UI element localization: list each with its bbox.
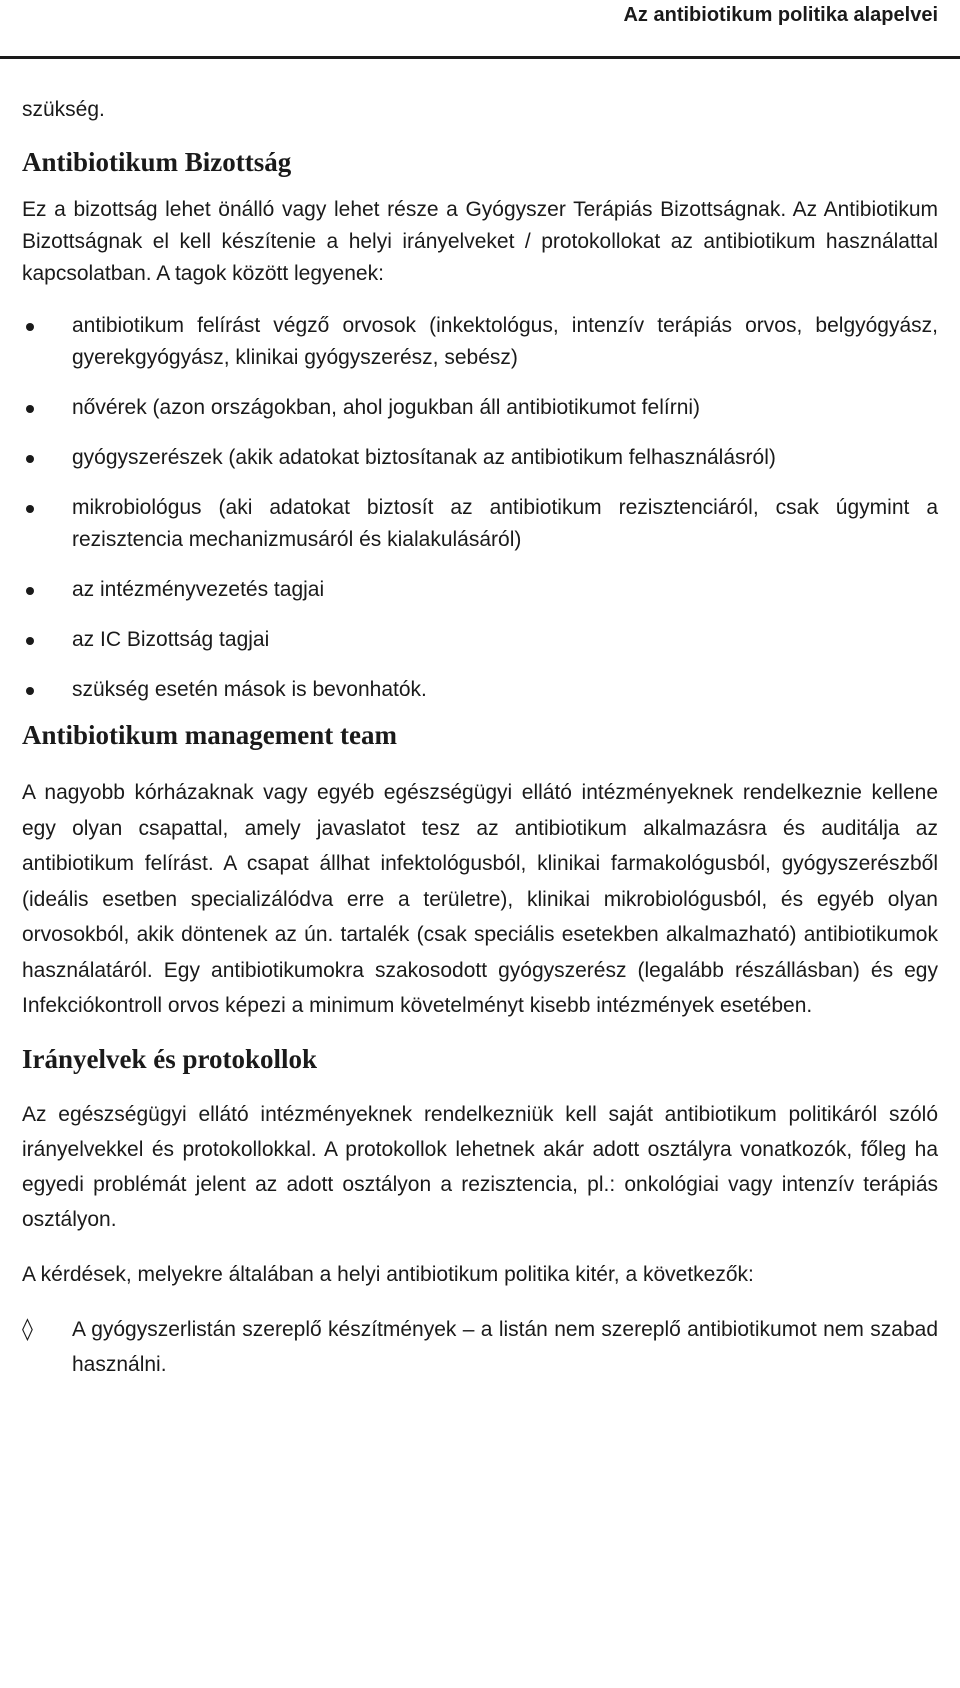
list-item-text: az IC Bizottság tagjai [72, 628, 270, 651]
list-item-text: szükség esetén mások is bevonhatók. [72, 678, 427, 701]
list-item-text: az intézményvezetés tagjai [72, 578, 325, 601]
bullet-icon [26, 587, 34, 595]
list-item-text: mikrobiológus (aki adatokat biztosít az antibiotikum rezisztenciáról, csak úgymint a rezisztencia mechanizmusáról és kialakulásáról) [72, 496, 938, 551]
page-header [0, 0, 960, 66]
list-item [22, 624, 938, 656]
list-item-text: gyógyszerészek (akik adatokat biztosítanak az antibiotikum felhasználásról) [72, 446, 776, 469]
list-item [22, 392, 938, 424]
policy-question-list [22, 1312, 938, 1382]
section-paragraph-questions: A kérdések, melyekre általában a helyi antibiotikum politika kitér, a következők: [22, 1262, 754, 1286]
section-heading-antibiotic-committee: Antibiotikum Bizottság [22, 147, 292, 177]
list-item [22, 574, 938, 606]
bullet-icon [26, 687, 34, 695]
running-header-title: Az antibiotikum politika alapelvei [623, 4, 938, 26]
bullet-icon [26, 637, 34, 645]
section-heading-guidelines: Irányelvek és protokollok [22, 1043, 318, 1074]
list-item-text: A gyógyszerlistán szereplő készítmények – a listán nem szereplő antibiotikumot nem szabad használni. [72, 1317, 938, 1376]
section-paragraph-committee: Ez a bizottság lehet önálló vagy lehet része a Gyógyszer Terápiás Bizottságnak. Az Antibiotikum Bizottságnak el kell készítenie a helyi irányelveket / protokollokat az antibiotikum használattal kapcsolatban. A tagok között legyenek: [22, 198, 938, 285]
header-rule [0, 56, 960, 59]
committee-member-list [22, 310, 938, 706]
section-heading-management-team: Antibiotikum management team [22, 720, 397, 750]
list-item [22, 1312, 938, 1382]
document-body [22, 94, 938, 1382]
bullet-icon [26, 505, 34, 513]
bullet-icon [26, 405, 34, 413]
bullet-icon [26, 455, 34, 463]
list-item-text: antibiotikum felírást végző orvosok (inkektológus, intenzív terápiás orvos, belgyógyász, gyerekgyógyász, klinikai gyógyszerész, sebész) [72, 314, 938, 369]
diamond-bullet-icon: ◊ [22, 1316, 33, 1342]
list-item [22, 674, 938, 706]
bullet-icon [26, 323, 34, 331]
list-item [22, 310, 938, 374]
intro-fragment: szükség. [22, 98, 105, 121]
section-paragraph-management-team: A nagyobb kórházaknak vagy egyéb egészségügyi ellátó intézményeknek rendelkeznie kellene egy olyan csapattal, amely javaslatot tesz az antibiotikum alkalmazásra és auditálja az antibiotikum felírást. A csapat állhat infektológusból, klinikai farmakológusból, gyógyszerészből (ideális esetben specializálódva erre a területre), klinikai mikrobiológusból, és egyéb olyan orvosokból, akik döntenek az ún. tartalék (csak speciális esetekben alkalmazható) antibiotikumok használatáról. Egy antibiotikumokra szakosodott gyógyszerész (legalább részállásban) és egy Infekciókontroll orvos képezi a minimum követelményt kisebb intézmények esetében. [22, 781, 938, 1017]
list-item-text: nővérek (azon országokban, ahol jogukban áll antibiotikumot felírni) [72, 396, 701, 419]
list-item [22, 442, 938, 474]
list-item [22, 492, 938, 556]
section-paragraph-guidelines: Az egészségügyi ellátó intézményeknek rendelkezniük kell saját antibiotikum politikáról szóló irányelvekkel és protokollokkal. A protokollok lehetnek akár adott osztályra vonatkozók, főleg ha egyedi problémát jelent az adott osztályon a rezisztencia, pl.: onkológiai vagy intenzív terápiás osztályon. [22, 1102, 938, 1231]
